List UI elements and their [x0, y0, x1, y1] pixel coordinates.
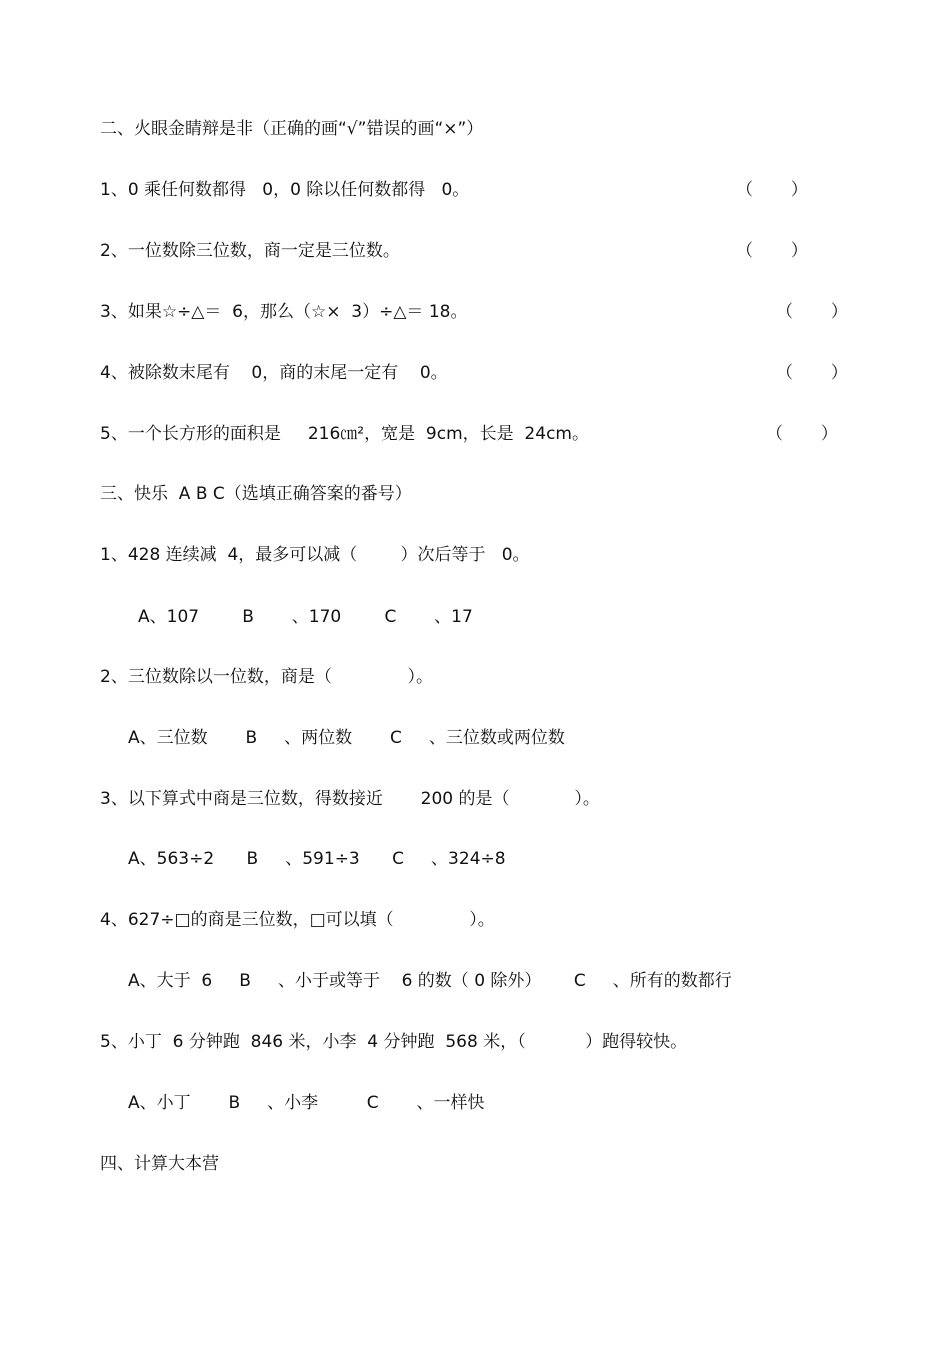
section3-title: 三、快乐 A B C（选填正确答案的番号） — [100, 484, 412, 504]
judge-item-3: 3、如果☆÷△＝ 6，那么（☆× 3）÷△＝ 18。 — [100, 302, 468, 322]
choice-question-3: 3、以下算式中商是三位数，得数接近 200 的是（ ）。 — [100, 789, 600, 809]
answer-paren-3[interactable]: （ ） — [776, 302, 848, 322]
choice-options-3: A、563÷2 B 、591÷3 C 、324÷8 — [128, 849, 506, 869]
choice-question-2: 2、三位数除以一位数，商是（ ）。 — [100, 667, 433, 687]
section2-title: 二、火眼金睛辩是非（正确的画“√”错误的画“×”） — [100, 119, 484, 139]
answer-paren-4[interactable]: （ ） — [776, 363, 848, 383]
choice-question-1: 1、428 连续减 4，最多可以减（ ）次后等于 0。 — [100, 545, 530, 565]
judge-item-5: 5、一个长方形的面积是 216㎝²，宽是 9cm，长是 24cm。 — [100, 424, 589, 444]
choice-options-2: A、三位数 B 、两位数 C 、三位数或两位数 — [128, 728, 565, 748]
choice-question-4: 4、627÷□的商是三位数，□可以填（ ）。 — [100, 910, 495, 930]
choice-options-1: A、107 B 、170 C 、17 — [138, 607, 473, 627]
answer-paren-5[interactable]: （ ） — [766, 424, 838, 444]
choice-question-5: 5、小丁 6 分钟跑 846 米，小李 4 分钟跑 568 米，（ ）跑得较快。 — [100, 1032, 688, 1052]
choice-options-4: A、大于 6 B 、小于或等于 6 的数（ 0 除外） C 、所有的数都行 — [128, 971, 732, 991]
answer-paren-2[interactable]: （ ） — [736, 241, 808, 261]
choice-options-5: A、小丁 B 、小李 C 、一样快 — [128, 1093, 485, 1113]
answer-paren-1[interactable]: （ ） — [736, 180, 808, 200]
section4-title: 四、计算大本营 — [100, 1154, 219, 1174]
judge-item-2: 2、一位数除三位数，商一定是三位数。 — [100, 241, 400, 261]
judge-item-4: 4、被除数末尾有 0，商的末尾一定有 0。 — [100, 363, 448, 383]
judge-item-1: 1、0 乘任何数都得 0，0 除以任何数都得 0。 — [100, 180, 470, 200]
